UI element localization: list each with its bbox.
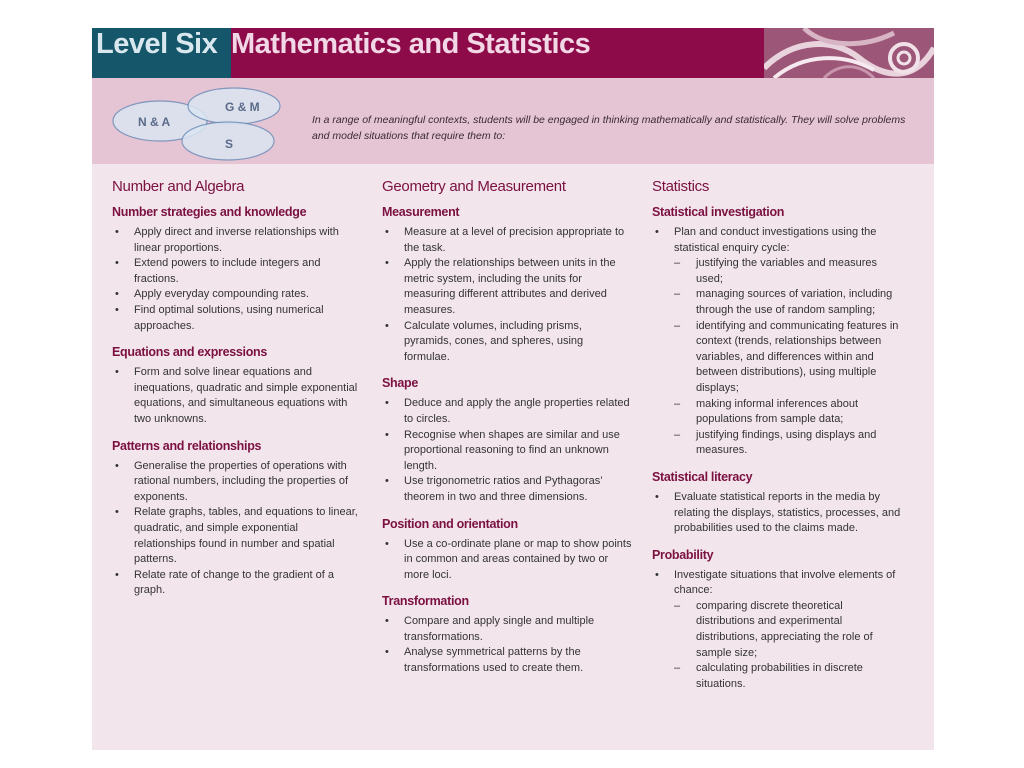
list-item	[112, 256, 362, 287]
sub-list-item: – justifying findings, using displays and measures.	[674, 428, 902, 459]
section-heading: Shape	[382, 376, 419, 391]
sub-list-item: – managing sources of variation, including through the use of random sampling;	[674, 287, 902, 318]
list-item	[112, 505, 362, 567]
koru-pattern-icon	[764, 28, 934, 78]
objective-list	[382, 225, 632, 365]
objective-text: Generalise the properties of operations with rational numbers, including the properties of exponents.	[134, 459, 349, 503]
list-item	[112, 459, 362, 506]
objective-text: Analyse symmetrical patterns by the transformations used to create them.	[404, 646, 584, 675]
objective-text: Deduce and apply the angle properties related to circles.	[404, 397, 630, 425]
objective-list	[112, 225, 362, 334]
objective-text: Extend powers to include integers and fractions.	[134, 257, 321, 285]
list-item	[382, 396, 632, 427]
list-item	[652, 568, 902, 693]
list-item	[382, 645, 632, 676]
objective-text: Recognise when shapes are similar and use proportional reasoning to find an unknown length.	[404, 428, 620, 472]
page-header	[92, 28, 934, 78]
sub-list-item: – comparing discrete theoretical distributions and experimental distributions, appreciating the role of sample size;	[674, 599, 902, 661]
section-heading: Transformation	[382, 594, 469, 609]
level-label: Level Six	[92, 28, 231, 78]
venn-label-na: N & A	[138, 115, 171, 129]
list-item	[382, 428, 632, 475]
section-heading: Statistical literacy	[652, 469, 753, 484]
sub-list-item: – making informal inferences about populations from sample data;	[674, 397, 902, 428]
strand-venn-diagram	[112, 86, 282, 162]
list-item	[652, 225, 902, 459]
objective-list	[652, 490, 902, 537]
section-heading: Measurement	[382, 205, 460, 219]
section-heading: Position and orientation	[382, 516, 518, 531]
section-heading: Patterns and relationships	[112, 438, 262, 453]
list-item	[112, 287, 362, 303]
strand-column	[112, 178, 362, 610]
list-item	[112, 303, 362, 334]
objective-text: Use a co-ordinate plane or map to show points in common and areas contained by two or more loci.	[404, 537, 632, 581]
objective-text: Investigate situations that involve elements of chance:	[674, 568, 896, 597]
objective-text: Evaluate statistical reports in the media by relating the displays, statistics, processes, and probabilities used to the claims made.	[674, 490, 901, 535]
objective-text: Apply everyday compounding rates.	[134, 288, 309, 301]
objective-text: Measure at a level of precision appropriate to the task.	[404, 226, 625, 254]
objective-list	[382, 614, 632, 676]
strand-title: Number and Algebra	[112, 178, 245, 195]
curriculum-page	[92, 28, 934, 750]
objective-list	[652, 568, 902, 693]
objective-text: Relate graphs, tables, and equations to linear, quadratic, and simple exponential relationships found in number and spatial patterns.	[134, 506, 358, 566]
list-item	[652, 490, 902, 537]
objective-list	[112, 365, 362, 427]
objective-text: Plan and conduct investigations using the statistical enquiry cycle:	[674, 226, 877, 254]
strand-title: Statistics	[652, 178, 710, 195]
venn-label-gm: G & M	[225, 100, 260, 114]
sub-list-item: – calculating probabilities in discrete situations.	[674, 661, 902, 692]
section-heading: Statistical investigation	[652, 205, 785, 219]
sub-objective-list	[674, 256, 902, 459]
list-item	[112, 365, 362, 427]
sub-list-item: – identifying and communicating features in context (trends, relationships between variables, and differences within and between distributions), using multiple displays;	[674, 319, 902, 397]
section-heading: Equations and expressions	[112, 345, 268, 360]
objective-list	[652, 225, 902, 459]
objective-text: Apply the relationships between units in the metric system, including the units for measuring different attributes and derived measures.	[404, 257, 616, 316]
objective-list	[382, 396, 632, 505]
list-item	[382, 614, 632, 645]
page-title: Mathematics and Statistics	[231, 28, 764, 78]
objective-text: Form and solve linear equations and inequations, quadratic and simple exponential equations, and simultaneous equations with two unknowns.	[134, 366, 358, 425]
objective-text: Calculate volumes, including prisms, pyramids, cones, and spheres, using formulae.	[404, 319, 584, 363]
intro-text: In a range of meaningful contexts, students will be engaged in thinking mathematically and statistically. They will solve problems and model situations that require them to:	[312, 114, 906, 142]
sub-list-item: – justifying the variables and measures used;	[674, 256, 902, 287]
decorative-pattern	[764, 28, 934, 78]
list-item	[112, 568, 362, 599]
venn-label-s: S	[225, 137, 234, 151]
list-item	[382, 256, 632, 318]
list-item	[382, 225, 632, 256]
sub-objective-list	[674, 599, 902, 693]
strand-column	[382, 178, 632, 688]
list-item	[112, 225, 362, 256]
objective-text: Relate rate of change to the gradient of a graph.	[134, 568, 334, 597]
objective-text: Find optimal solutions, using numerical approaches.	[134, 303, 324, 332]
list-item	[382, 537, 632, 584]
list-item	[382, 474, 632, 505]
strand-title: Geometry and Measurement	[382, 178, 566, 195]
section-heading: Probability	[652, 547, 714, 562]
objective-text: Compare and apply single and multiple transformations.	[404, 615, 595, 643]
section-heading: Number strategies and knowledge	[112, 205, 307, 219]
objective-text: Use trigonometric ratios and Pythagoras’ theorem in two and three dimensions.	[404, 475, 603, 503]
objective-list	[112, 459, 362, 599]
objective-text: Apply direct and inverse relationships with linear proportions.	[134, 226, 339, 254]
list-item	[382, 319, 632, 366]
objective-list	[382, 537, 632, 584]
strand-column	[652, 178, 902, 703]
